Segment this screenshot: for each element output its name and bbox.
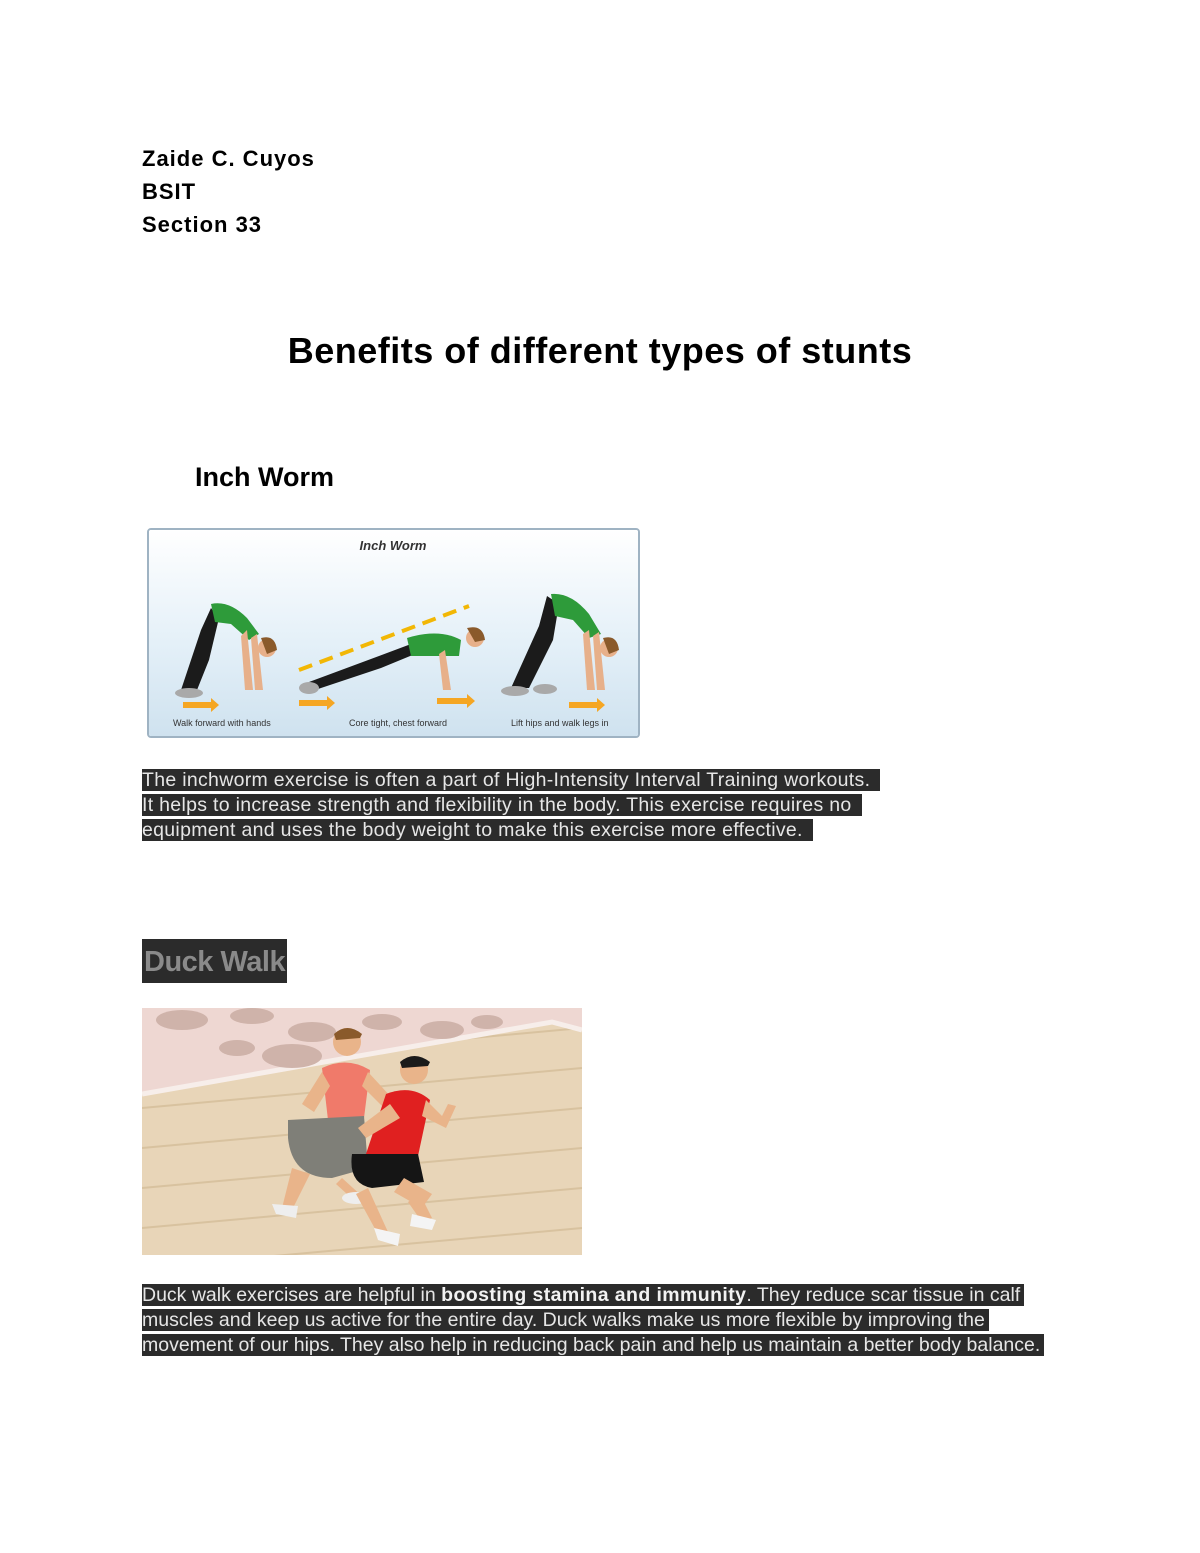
duck-paragraph-text-end: . They reduce scar tissue in calf muscles and keep us active for the entire day. Duck walks make us more flexible by improving the movement of our hips. They also help in reducing back pain and help us maintain a better body balance. [142,1284,1041,1356]
inch-caption-3: Lift hips and walk legs in [511,718,609,728]
inch-paragraph-line-2: It helps to increase strength and flexibility in the body. This exercise requires no [142,794,862,816]
duck-walk-illustration [142,1008,582,1255]
inch-caption-1: Walk forward with hands [173,718,271,728]
inch-paragraph-line-1: The inchworm exercise is often a part of High-Intensity Interval Training workouts. [142,769,880,791]
inch-worm-illustration [149,530,638,736]
inch-worm-figure [147,528,640,738]
inch-caption-2: Core tight, chest forward [349,718,448,728]
duck-paragraph-text-start: Duck walk exercises are helpful in [142,1284,442,1306]
author-section: Section 33 [142,212,263,237]
inch-figure-title: Inch Worm [359,538,427,553]
author-name: Zaide C. Cuyos [142,146,315,171]
document-title: Benefits of different types of stunts [287,330,913,371]
author-course: BSIT [142,179,197,204]
duck-walk-paragraph [142,1283,1072,1358]
inch-paragraph-line-3: equipment and uses the body weight to make this exercise more effective. [142,819,813,841]
inch-worm-paragraph [142,768,880,843]
duck-walk-heading: Duck Walk [142,939,287,983]
duck-paragraph-bold: boosting stamina and immunity [441,1284,747,1306]
duck-walk-figure [142,1008,582,1255]
inch-worm-heading: Inch Worm [195,462,335,492]
